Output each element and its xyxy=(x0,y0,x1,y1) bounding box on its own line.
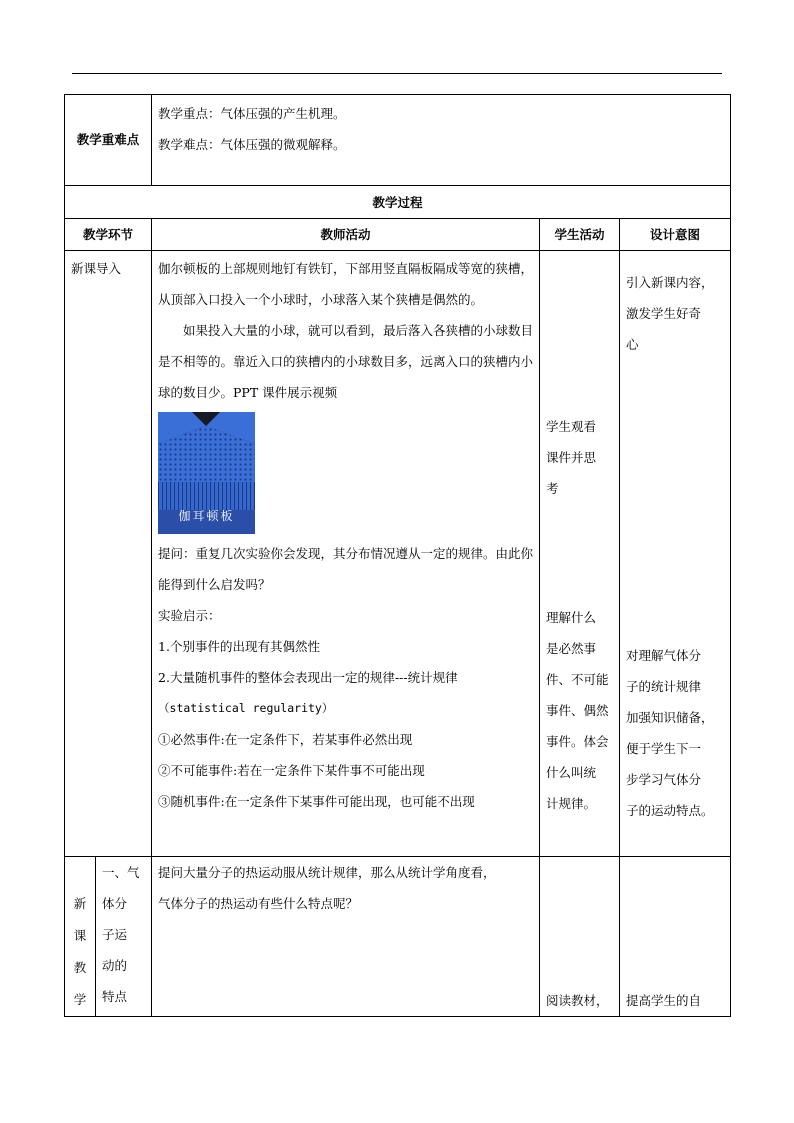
new-lesson-teacher-l2: 气体分子的热运动有些什么特点呢？ xyxy=(158,896,359,911)
intro-intent-i1a: 引入新课内容， xyxy=(626,275,714,290)
intro-teacher-inspiration: 实验启示： xyxy=(158,608,221,623)
col-stage-header: 教学环节 xyxy=(65,219,152,251)
header-rule xyxy=(72,73,722,74)
process-title-row xyxy=(65,186,731,219)
new-lesson-teacher-l1: 提问大量分子的热运动服从统计规律，那么从统计学角度看， xyxy=(158,865,496,880)
new-lesson-student-text: 阅读教材， xyxy=(546,993,609,1008)
intro-student xyxy=(540,251,620,857)
intro-teacher-line1: 1.个别事件的出现有其偶然性 xyxy=(158,639,320,654)
col-student-header: 学生活动 xyxy=(540,219,620,251)
intro-intent xyxy=(620,251,731,857)
intro-intent-i2f: 子的运动特点。 xyxy=(626,803,714,818)
intro-student-s2g: 计规律。 xyxy=(546,796,597,811)
key-points-content xyxy=(152,95,731,186)
col-teacher-header: 教师活动 xyxy=(152,219,540,251)
new-lesson-intent xyxy=(620,857,731,1017)
intro-student-s2e: 事件。体会 xyxy=(546,734,609,749)
key-points-label-cell xyxy=(65,95,152,186)
new-lesson-student xyxy=(540,857,620,1017)
intro-stage-label: 新课导入 xyxy=(71,261,122,276)
intro-intent-i1c: 心 xyxy=(626,337,639,352)
substage-line: 特点 xyxy=(102,989,128,1004)
substage-line: 一、气 xyxy=(102,865,140,880)
substage-line: 动的 xyxy=(102,958,128,973)
key-points-row xyxy=(65,95,731,186)
intro-student-s2f: 什么叫统 xyxy=(546,765,597,780)
substage-line: 体分 xyxy=(102,896,128,911)
intro-intent-i2d: 便于学生下一 xyxy=(626,741,702,756)
intro-intent-i1b: 激发学生好奇 xyxy=(626,306,702,321)
intro-intent-i2a: 对理解气体分 xyxy=(626,648,702,663)
lesson-table xyxy=(64,94,731,1017)
intro-intent-i2e: 步学习气体分 xyxy=(626,772,702,787)
intro-teacher-line5: ②不可能事件:若在一定条件下某件事不可能出现 xyxy=(158,763,425,778)
intro-teacher-line3: （statistical regularity） xyxy=(158,701,334,715)
intro-student-s2b: 是必然事 xyxy=(546,641,597,656)
teaching-focus: 教学重点：气体压强的产生机理。 xyxy=(158,106,346,121)
new-lesson-stage-char: 教 xyxy=(73,960,87,975)
key-points-label: 教学重难点 xyxy=(76,132,140,147)
intro-teacher-p2: 如果投入大量的小球，就可以看到，最后落入各狭槽的小球数目是不相等的。靠近入口的狭槽内的小球数目多，远离入口的狭槽内小球的数目少。PPT 课件展示视频 xyxy=(158,323,534,400)
intro-student-s1a: 学生观看 xyxy=(546,419,597,434)
substage-line: 子运 xyxy=(102,927,128,942)
new-lesson-teacher xyxy=(152,857,540,1017)
new-lesson-stage xyxy=(65,857,96,1017)
new-lesson-substage xyxy=(96,857,152,1017)
intro-student-s2c: 件、不可能 xyxy=(546,672,609,687)
new-lesson-intent-text: 提高学生的自 xyxy=(626,993,702,1008)
intro-student-s2a: 理解什么 xyxy=(546,610,597,625)
new-lesson-stage-char: 新 xyxy=(73,896,87,911)
process-title: 教学过程 xyxy=(65,186,731,219)
new-lesson-stage-char: 学 xyxy=(73,992,87,1007)
galton-board-caption: 伽耳顿板 xyxy=(178,509,235,523)
column-header-row xyxy=(65,219,731,251)
intro-student-s1c: 考 xyxy=(546,481,559,496)
intro-teacher xyxy=(152,251,540,857)
new-lesson-stage-char: 课 xyxy=(73,928,87,943)
intro-intent-i2c: 加强知识储备， xyxy=(626,710,714,725)
intro-student-s2d: 事件、偶然 xyxy=(546,703,609,718)
galton-board-image xyxy=(158,412,255,534)
intro-teacher-question: 提问：重复几次实验你会发现，其分布情况遵从一定的规律。由此你能得到什么启发吗？ xyxy=(158,546,534,592)
intro-row xyxy=(65,251,731,857)
new-lesson-row xyxy=(65,857,731,1017)
intro-student-s1b: 课件并思 xyxy=(546,450,597,465)
intro-teacher-line6: ③随机事件:在一定条件下某事件可能出现，也可能不出现 xyxy=(158,794,475,809)
col-intent-header: 设计意图 xyxy=(620,219,731,251)
intro-teacher-p1: 伽尔顿板的上部规则地钉有铁钉，下部用竖直隔板隔成等宽的狭槽，从顶部入口投入一个小球时，小球落入某个狭槽是偶然的。 xyxy=(158,261,534,307)
intro-teacher-line4: ①必然事件:在一定条件下，若某事件必然出现 xyxy=(158,732,413,747)
intro-intent-i2b: 子的统计规律 xyxy=(626,679,702,694)
intro-stage xyxy=(65,251,152,857)
intro-teacher-line2: 2.大量随机事件的整体会表现出一定的规律---统计规律 xyxy=(158,670,458,685)
teaching-difficulty: 教学难点：气体压强的微观解释。 xyxy=(158,137,346,152)
